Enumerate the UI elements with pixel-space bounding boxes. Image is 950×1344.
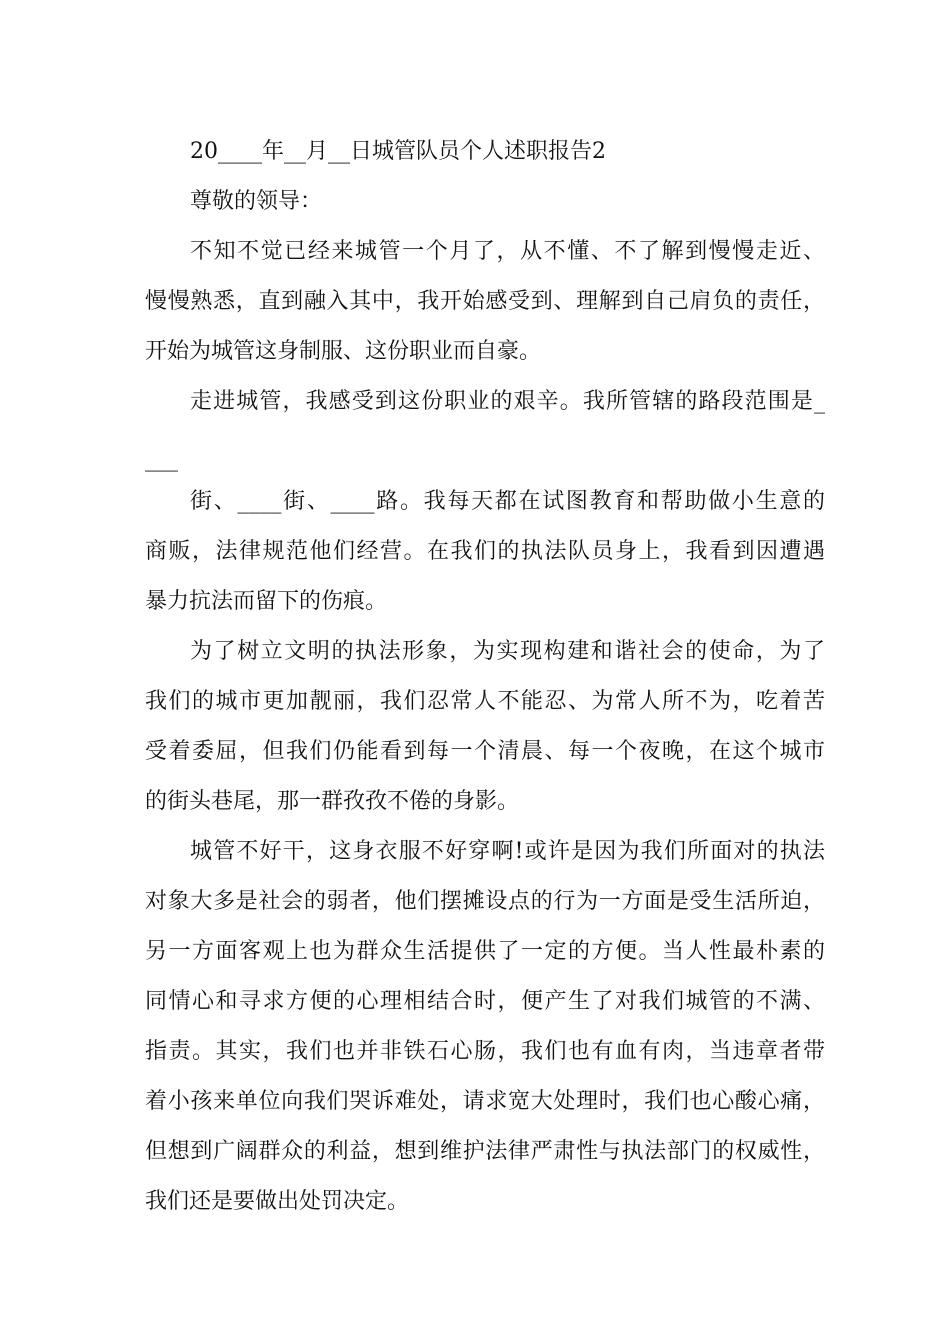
paragraph-line: ___ [145,447,178,472]
paragraph-line: 街、____街、____路。我每天都在试图教育和帮助做小生意的 [190,489,825,514]
paragraph-line: 指责。其实，我们也并非铁石心肠，我们也有血有肉，当违章者带 [145,1039,825,1064]
paragraph-line: 受着委屈，但我们仍能看到每一个清晨、每一个夜晚，在这个城市 [145,739,825,764]
paragraph-line: 为了树立文明的执法形象，为实现构建和谐社会的使命，为了 [190,639,825,664]
paragraph-line: 我们还是要做出处罚决定。 [145,1189,410,1214]
paragraph-line: 我们的城市更加靓丽，我们忍常人不能忍、为常人所不为，吃着苦 [145,689,825,714]
paragraph-line: 对象大多是社会的弱者，他们摆摊设点的行为一方面是受生活所迫， [145,889,825,914]
paragraph-line: 不知不觉已经来城管一个月了，从不懂、不了解到慢慢走近、 [190,239,825,264]
paragraph-line: 暴力抗法而留下的伤痕。 [145,589,388,614]
document-title: 20____年__月__日城管队员个人述职报告2 [190,139,606,164]
paragraph-line: 着小孩来单位向我们哭诉难处，请求宽大处理时，我们也心酸心痛， [145,1089,825,1114]
paragraph-line: 城管不好干，这身衣服不好穿啊!或许是因为我们所面对的执法 [190,839,825,864]
paragraph-line: 另一方面客观上也为群众生活提供了一定的方便。当人性最朴素的 [145,939,825,964]
paragraph-line: 但想到广阔群众的利益，想到维护法律严肃性与执法部门的权威性， [145,1139,825,1164]
paragraph-line: 的街头巷尾，那一群孜孜不倦的身影。 [145,789,520,814]
paragraph-line: 走进城管，我感受到这份职业的艰辛。我所管辖的路段范围是_ [190,389,825,414]
paragraph-line: 慢慢熟悉，直到融入其中，我开始感受到、理解到自己肩负的责任， [145,289,825,314]
paragraph-line: 开始为城管这身制服、这份职业而自豪。 [145,339,542,364]
paragraph-line: 商贩，法律规范他们经营。在我们的执法队员身上，我看到因遭遇 [145,539,825,564]
salutation: 尊敬的领导： [190,189,323,214]
paragraph-line: 同情心和寻求方便的心理相结合时，便产生了对我们城管的不满、 [145,989,825,1014]
